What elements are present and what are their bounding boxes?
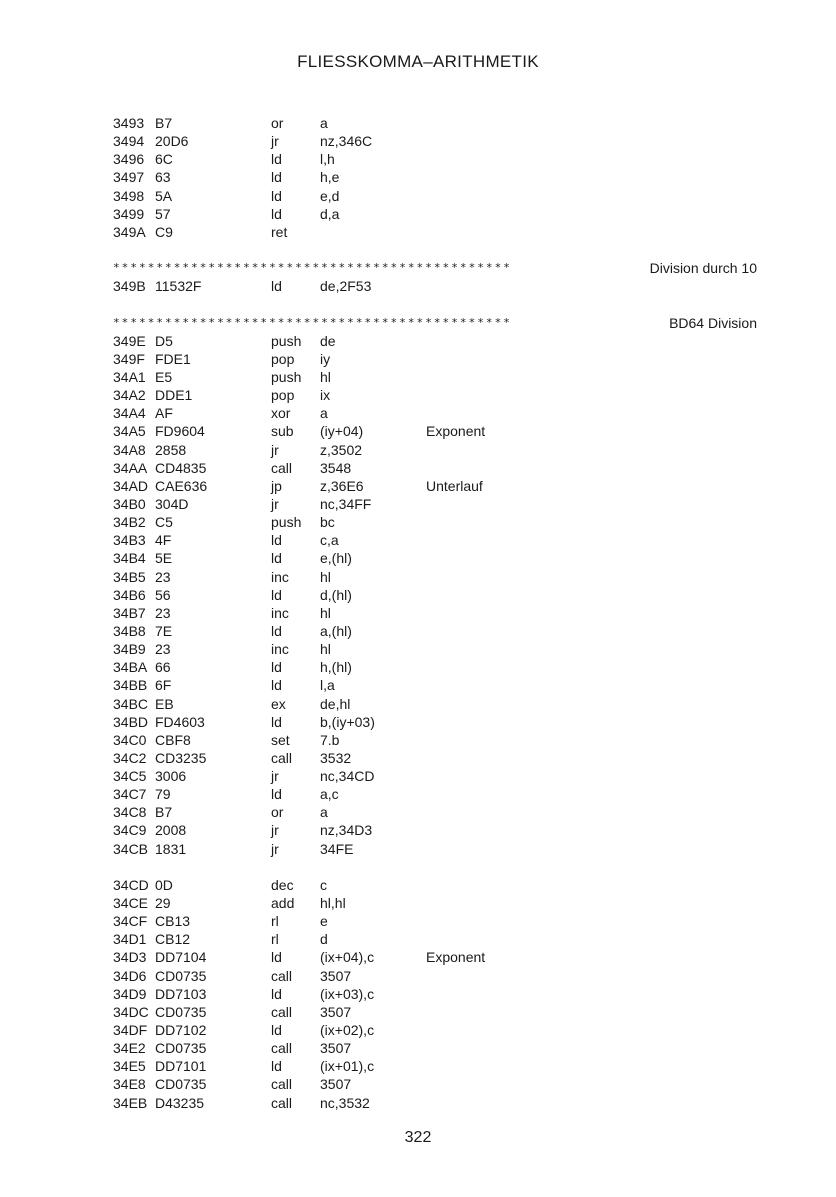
address: 34AA [113, 459, 148, 476]
mnemonic: ld [271, 187, 282, 204]
code-line [113, 713, 763, 731]
address: 34CD [113, 876, 149, 893]
address: 34B9 [113, 641, 146, 658]
page-title: FLIESSKOMMA–ARITHMETIK [297, 52, 539, 71]
opcode-bytes: DD7101 [155, 1058, 207, 1075]
address: 34E2 [113, 1040, 146, 1057]
mnemonic: jr [271, 768, 279, 785]
code-line [113, 495, 763, 513]
code-line [113, 332, 763, 350]
code-line [113, 1003, 763, 1021]
code-line [113, 386, 763, 404]
operand: 3507 [320, 1076, 352, 1093]
opcode-bytes: 2858 [155, 441, 187, 458]
mnemonic: ld [271, 677, 282, 694]
code-line [113, 604, 763, 622]
mnemonic: call [271, 1094, 293, 1111]
code-line [113, 277, 763, 295]
address: 34B7 [113, 604, 146, 621]
operand: b,(iy+03) [320, 713, 375, 730]
address: 34C2 [113, 749, 147, 766]
operand: 3507 [320, 1040, 352, 1057]
operand: a [320, 804, 328, 821]
code-line [113, 840, 763, 858]
operand: 3532 [320, 749, 352, 766]
blank-line [113, 241, 763, 259]
operand: h,(hl) [320, 659, 352, 676]
operand: h,e [320, 169, 340, 186]
address: 34B2 [113, 514, 146, 531]
mnemonic: ld [271, 205, 282, 222]
address: 34C0 [113, 731, 147, 748]
mnemonic: jp [271, 477, 282, 494]
opcode-bytes: DD7104 [155, 949, 207, 966]
operand: nz,346C [320, 133, 373, 150]
opcode-bytes: EB [155, 695, 174, 712]
comment: Exponent [426, 423, 486, 440]
operand: z,3502 [320, 441, 363, 458]
mnemonic: inc [271, 604, 289, 621]
address: 34CF [113, 913, 148, 930]
opcode-bytes: CD0735 [155, 1003, 207, 1020]
code-line [113, 912, 763, 930]
code-line [113, 477, 763, 495]
mnemonic: ld [271, 586, 282, 603]
address: 34C7 [113, 786, 147, 803]
opcode-bytes: D43235 [155, 1094, 205, 1111]
address: 34A5 [113, 423, 146, 440]
operand: de,2F53 [320, 278, 372, 295]
operand: hl [320, 641, 331, 658]
comment: Unterlauf [426, 477, 483, 494]
code-line [113, 749, 763, 767]
mnemonic: jr [271, 441, 279, 458]
opcode-bytes: 4F [155, 532, 172, 549]
mnemonic: ret [271, 223, 288, 240]
address: 34A4 [113, 405, 146, 422]
section-separator [113, 259, 763, 277]
code-line [113, 803, 763, 821]
section-label: Division durch 10 [649, 260, 757, 277]
address: 34C9 [113, 822, 147, 839]
opcode-bytes: CAE636 [155, 477, 208, 494]
opcode-bytes: 2008 [155, 822, 187, 839]
mnemonic: jr [271, 840, 279, 857]
code-line [113, 168, 763, 186]
address: 34DF [113, 1022, 148, 1039]
code-line [113, 1039, 763, 1057]
code-line [113, 731, 763, 749]
opcode-bytes: 304D [155, 495, 189, 512]
opcode-bytes: CBF8 [155, 731, 191, 748]
address: 34D6 [113, 967, 147, 984]
operand: l,h [320, 151, 335, 168]
mnemonic: pop [271, 350, 295, 367]
opcode-bytes: 57 [155, 205, 171, 222]
address: 34D9 [113, 985, 147, 1002]
code-line [113, 640, 763, 658]
code-line [113, 1094, 763, 1112]
address: 34A2 [113, 387, 146, 404]
code-line [113, 568, 763, 586]
opcode-bytes: 3006 [155, 768, 187, 785]
address: 34C5 [113, 768, 147, 785]
operand: bc [320, 514, 335, 531]
code-line [113, 404, 763, 422]
opcode-bytes: B7 [155, 115, 173, 131]
mnemonic: push [271, 368, 302, 385]
opcode-bytes: C5 [155, 514, 173, 531]
opcode-bytes: CD0735 [155, 1076, 207, 1093]
code-line [113, 350, 763, 368]
opcode-bytes: CD4835 [155, 459, 207, 476]
separator-stars: ********************************************** [113, 315, 512, 329]
code-line [113, 894, 763, 912]
code-line [113, 1057, 763, 1075]
opcode-bytes: 23 [155, 641, 171, 658]
operand: (iy+04) [320, 423, 364, 440]
code-line [113, 622, 763, 640]
operand: (ix+02),c [320, 1022, 375, 1039]
address: 3493 [113, 115, 145, 131]
address: 34E5 [113, 1058, 146, 1075]
operand: c [320, 876, 327, 893]
mnemonic: add [271, 895, 295, 912]
operand: a [320, 115, 328, 131]
operand: e,(hl) [320, 550, 352, 567]
mnemonic: inc [271, 568, 289, 585]
operand: 34FE [320, 840, 354, 857]
mnemonic: call [271, 1040, 293, 1057]
operand: z,36E6 [320, 477, 364, 494]
address: 349E [113, 332, 146, 349]
operand: d,(hl) [320, 586, 352, 603]
operand: hl [320, 604, 331, 621]
operand: nc,34CD [320, 768, 375, 785]
mnemonic: push [271, 514, 302, 531]
mnemonic: dec [271, 876, 294, 893]
operand: d [320, 931, 328, 948]
operand: d,a [320, 205, 340, 222]
code-line [113, 531, 763, 549]
address: 34B8 [113, 622, 146, 639]
code-line [113, 767, 763, 785]
address: 34B0 [113, 495, 146, 512]
code-line [113, 132, 763, 150]
page-number: 322 [404, 1129, 432, 1146]
mnemonic: ld [271, 550, 282, 567]
address: 34CB [113, 840, 149, 857]
section-separator [113, 314, 763, 332]
address: 34A1 [113, 368, 146, 385]
operand: nc,3532 [320, 1094, 370, 1111]
opcode-bytes: 23 [155, 604, 171, 621]
opcode-bytes: AF [155, 405, 173, 422]
operand: 3548 [320, 459, 352, 476]
mnemonic: jr [271, 822, 279, 839]
address: 34B4 [113, 550, 146, 567]
code-line [113, 695, 763, 713]
opcode-bytes: B7 [155, 804, 173, 821]
address: 34CE [113, 895, 149, 912]
code-line [113, 150, 763, 168]
code-line [113, 441, 763, 459]
section-label: BD64 Division [669, 314, 757, 331]
code-line [113, 114, 763, 132]
code-line [113, 876, 763, 894]
mnemonic: rl [271, 913, 279, 930]
mnemonic: ld [271, 786, 282, 803]
opcode-bytes: 5E [155, 550, 173, 567]
operand: hl [320, 368, 331, 385]
opcode-bytes: CD3235 [155, 749, 207, 766]
operand: a [320, 405, 328, 422]
operand: iy [320, 350, 331, 367]
operand: hl,hl [320, 895, 346, 912]
comment: Exponent [426, 949, 486, 966]
opcode-bytes: CB13 [155, 913, 191, 930]
opcode-bytes: 66 [155, 659, 171, 676]
address: 3496 [113, 151, 145, 168]
address: 34B5 [113, 568, 146, 585]
opcode-bytes: E5 [155, 368, 173, 385]
opcode-bytes: 63 [155, 169, 171, 186]
address: 34C8 [113, 804, 147, 821]
opcode-bytes: FDE1 [155, 350, 191, 367]
operand: (ix+01),c [320, 1058, 375, 1075]
mnemonic: ld [271, 949, 282, 966]
address: 34BD [113, 713, 149, 730]
code-line [113, 967, 763, 985]
operand: e,d [320, 187, 340, 204]
address: 34BC [113, 695, 149, 712]
opcode-bytes: D5 [155, 332, 173, 349]
address: 34E8 [113, 1076, 146, 1093]
code-line [113, 586, 763, 604]
mnemonic: jr [271, 133, 279, 150]
address: 34BB [113, 677, 148, 694]
address: 349B [113, 278, 146, 295]
mnemonic: inc [271, 641, 289, 658]
code-line [113, 422, 763, 440]
address: 3494 [113, 133, 145, 150]
code-line [113, 368, 763, 386]
opcode-bytes: 1831 [155, 840, 187, 857]
code-line [113, 1075, 763, 1093]
mnemonic: set [271, 731, 290, 748]
mnemonic: call [271, 459, 293, 476]
code-line [113, 821, 763, 839]
opcode-bytes: CD0735 [155, 967, 207, 984]
opcode-bytes: 6F [155, 677, 172, 694]
code-line [113, 187, 763, 205]
operand: 3507 [320, 1003, 352, 1020]
operand: nz,34D3 [320, 822, 373, 839]
operand: de [320, 332, 336, 349]
opcode-bytes: CB12 [155, 931, 191, 948]
opcode-bytes: DDE1 [155, 387, 193, 404]
code-line [113, 205, 763, 223]
mnemonic: ld [271, 622, 282, 639]
mnemonic: sub [271, 423, 294, 440]
mnemonic: ld [271, 659, 282, 676]
blank-line [113, 295, 763, 313]
mnemonic: call [271, 749, 293, 766]
operand: de,hl [320, 695, 351, 712]
address: 3497 [113, 169, 145, 186]
mnemonic: call [271, 967, 293, 984]
mnemonic: ld [271, 1058, 282, 1075]
address: 34EB [113, 1094, 148, 1111]
mnemonic: call [271, 1076, 293, 1093]
operand: c,a [320, 532, 339, 549]
opcode-bytes: 5A [155, 187, 173, 204]
code-line [113, 513, 763, 531]
mnemonic: push [271, 332, 302, 349]
mnemonic: ld [271, 985, 282, 1002]
code-line [113, 985, 763, 1003]
code-line [113, 1021, 763, 1039]
operand: nc,34FF [320, 495, 372, 512]
address: 3498 [113, 187, 145, 204]
operand: hl [320, 568, 331, 585]
operand: a,(hl) [320, 622, 352, 639]
mnemonic: or [271, 115, 284, 131]
code-line [113, 785, 763, 803]
mnemonic: pop [271, 387, 295, 404]
opcode-bytes: DD7103 [155, 985, 207, 1002]
separator-stars: ********************************************** [113, 261, 512, 275]
operand: 7.b [320, 731, 340, 748]
code-line [113, 676, 763, 694]
opcode-bytes: 20D6 [155, 133, 189, 150]
operand: 3507 [320, 967, 352, 984]
opcode-bytes: 79 [155, 786, 171, 803]
opcode-bytes: 0D [155, 876, 173, 893]
opcode-bytes: DD7102 [155, 1022, 207, 1039]
mnemonic: ld [271, 1022, 282, 1039]
address: 34B6 [113, 586, 146, 603]
address: 34D3 [113, 949, 147, 966]
code-line [113, 658, 763, 676]
address: 34B3 [113, 532, 146, 549]
operand: l,a [320, 677, 335, 694]
mnemonic: ex [271, 695, 286, 712]
address: 3499 [113, 205, 145, 222]
mnemonic: ld [271, 713, 282, 730]
code-line [113, 549, 763, 567]
mnemonic: ld [271, 151, 282, 168]
address: 349A [113, 223, 146, 240]
operand: (ix+03),c [320, 985, 375, 1002]
code-line [113, 223, 763, 241]
assembly-listing [113, 114, 763, 1112]
operand: ix [320, 387, 331, 404]
address: 34DC [113, 1003, 149, 1020]
operand: (ix+04),c [320, 949, 375, 966]
mnemonic: jr [271, 495, 279, 512]
opcode-bytes: 6C [155, 151, 173, 168]
address: 34D1 [113, 931, 147, 948]
mnemonic: ld [271, 532, 282, 549]
opcode-bytes: 11532F [155, 278, 202, 295]
mnemonic: xor [271, 405, 291, 422]
address: 34BA [113, 659, 148, 676]
mnemonic: or [271, 804, 284, 821]
operand: e [320, 913, 328, 930]
code-line [113, 459, 763, 477]
operand: a,c [320, 786, 339, 803]
opcode-bytes: FD4603 [155, 713, 205, 730]
address: 349F [113, 350, 145, 367]
code-line [113, 930, 763, 948]
address: 34A8 [113, 441, 146, 458]
mnemonic: ld [271, 278, 282, 295]
opcode-bytes: CD0735 [155, 1040, 207, 1057]
code-line [113, 948, 763, 966]
opcode-bytes: C9 [155, 223, 173, 240]
mnemonic: call [271, 1003, 293, 1020]
opcode-bytes: 56 [155, 586, 171, 603]
blank-line [113, 858, 763, 876]
mnemonic: ld [271, 169, 282, 186]
opcode-bytes: 23 [155, 568, 171, 585]
mnemonic: rl [271, 931, 279, 948]
address: 34AD [113, 477, 149, 494]
opcode-bytes: 7E [155, 622, 173, 639]
opcode-bytes: FD9604 [155, 423, 205, 440]
opcode-bytes: 29 [155, 895, 171, 912]
